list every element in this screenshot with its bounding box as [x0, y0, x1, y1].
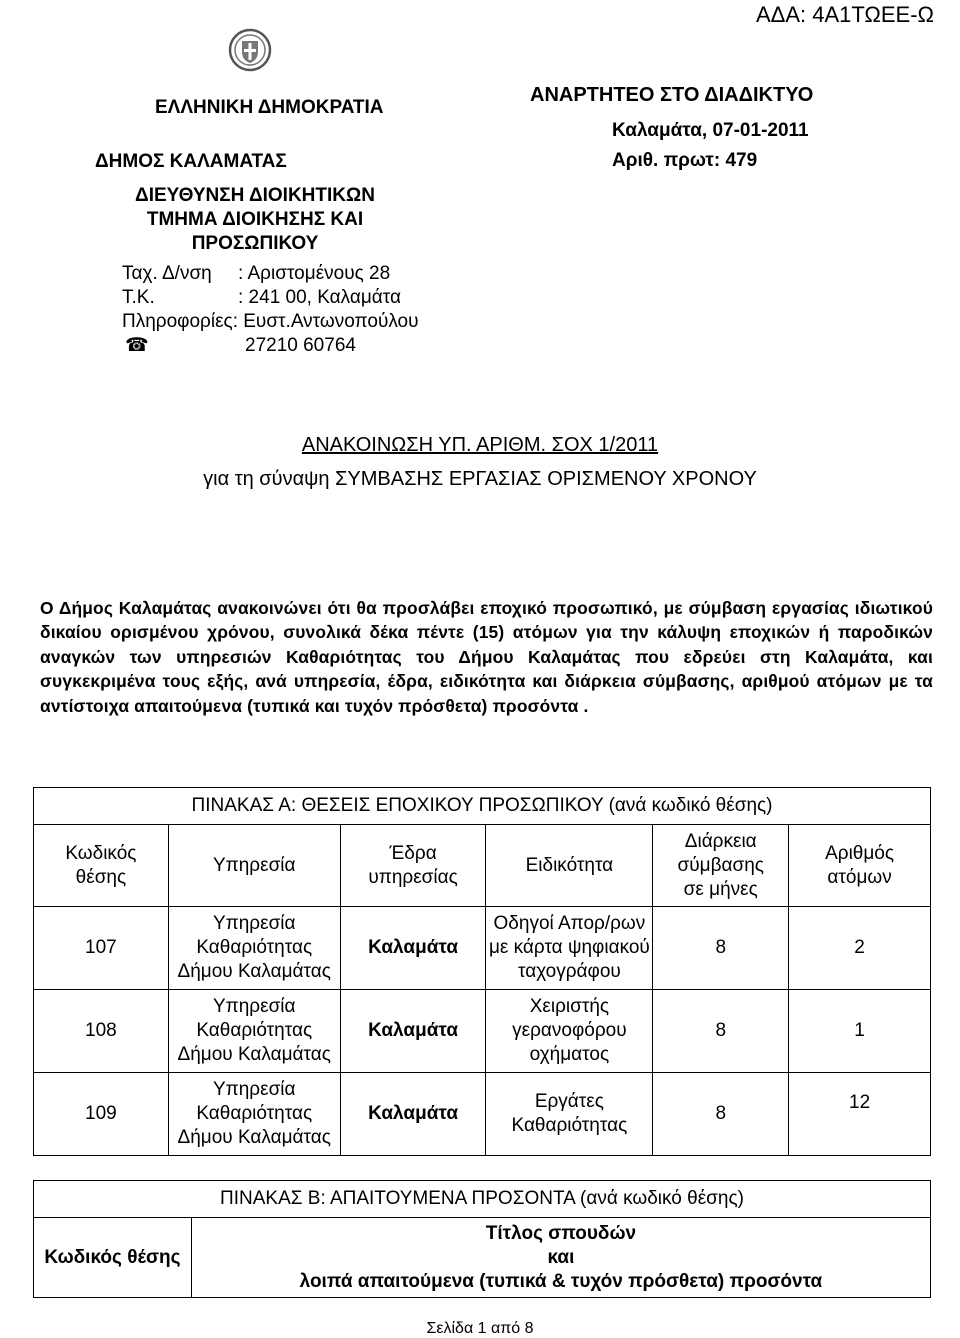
announcement-subtitle: για τη σύναψη ΣΥΜΒΑΣΗΣ ΕΡΓΑΣΙΑΣ ΟΡΙΣΜΕΝΟΥ ΧΡΟΝΟΥ — [203, 468, 757, 490]
protocol-number: Αριθ. πρωτ: 479 — [612, 150, 758, 171]
postal-value: : 241 00, Καλαμάτα — [238, 287, 402, 308]
cell-count: 2 — [789, 907, 931, 990]
table-row — [34, 990, 931, 1073]
table-a-caption: ΠΙΝΑΚΑΣ Α: ΘΕΣΕΙΣ ΕΠΟΧΙΚΟΥ ΠΡΟΣΩΠΙΚΟΥ (ανά κωδικό θέσης) — [34, 788, 931, 825]
table-b — [33, 1180, 931, 1298]
greek-emblem-icon — [228, 28, 272, 72]
col-header-specialty: Ειδικότητα — [486, 825, 653, 907]
col-header-code: Κωδικός θέσης — [34, 825, 169, 907]
phone-number: 27210 60764 — [245, 335, 356, 356]
cell-service: Υπηρεσία Καθαριότητας Δήμου Καλαμάτας — [168, 1073, 340, 1156]
announcement-title: ΑΝΑΚΟΙΝΩΣΗ ΥΠ. ΑΡΙΘΜ. ΣΟΧ 1/2011 — [301, 434, 659, 456]
department-name-line2: ΠΡΟΣΩΠΙΚΟΥ — [191, 233, 319, 254]
phone-icon: ☎ — [125, 335, 149, 356]
postal-label: Τ.Κ. — [122, 287, 155, 308]
address-value: : Αριστομένους 28 — [238, 263, 391, 284]
department-name-line1: ΤΜΗΜΑ ΔΙΟΙΚΗΣΗΣ ΚΑΙ — [146, 209, 364, 230]
col-header-service: Υπηρεσία — [168, 825, 340, 907]
cell-specialty: Χειριστής γερανοφόρου οχήματος — [486, 990, 653, 1073]
cell-specialty: Οδηγοί Απορ/ρων με κάρτα ψηφιακού ταχογράφου — [486, 907, 653, 990]
cell-service: Υπηρεσία Καθαριότητας Δήμου Καλαμάτας — [168, 990, 340, 1073]
cell-code: 108 — [34, 990, 169, 1073]
announcement-body: Ο Δήμος Καλαμάτας ανακοινώνει ότι θα προσλάβει εποχικό προσωπικό, με σύμβαση εργασίας ιδιωτικού δικαίου ορισμένου χρόνου, συνολικά δέκα πέντε (15) ατόμων για την κάλυψη εποχικών ή παροδικών αναγκών των υπηρεσιών Καθαριότητας του Δήμου Καλαμάτας που εδρεύει στη Καλαμάτα, και συγκεκριμένα τους εξής, ανά υπηρεσία, έδρα, ειδικότητα και διάρκεια σύμβασης, αριθμού ατόμων με τα αντίστοιχα απαιτούμενα (τυπικά και τυχόν πρόσθετα) προσόντα . — [40, 598, 933, 716]
col-header-duration: Διάρκεια σύμβασης σε μήνες — [653, 825, 789, 907]
info-contact: Πληροφορίες: Ευστ.Αντωνοπούλου — [122, 311, 419, 332]
cell-seat: Καλαμάτα — [340, 990, 486, 1073]
document-id: ΑΔΑ: 4Α1ΤΩΕΕ-Ω — [755, 2, 934, 27]
cell-count: 12 — [789, 1073, 931, 1156]
document-date: Καλαμάτα, 07-01-2011 — [612, 120, 809, 141]
cell-count: 1 — [789, 990, 931, 1073]
table-a — [33, 787, 931, 1156]
cell-duration: 8 — [653, 907, 789, 990]
cell-seat: Καλαμάτα — [340, 1073, 486, 1156]
municipality-name: ΔΗΜΟΣ ΚΑΛΑΜΑΤΑΣ — [95, 151, 287, 172]
directorate-name: ΔΙΕΥΘΥΝΣΗ ΔΙΟΙΚΗΤΙΚΩΝ — [135, 185, 375, 206]
cell-code: 107 — [34, 907, 169, 990]
republic-name: ΕΛΛΗΝΙΚΗ ΔΗΜΟΚΡΑΤΙΑ — [155, 97, 384, 118]
cell-duration: 8 — [653, 990, 789, 1073]
table-a-header-row — [34, 825, 931, 907]
table-row — [34, 1073, 931, 1156]
page-number: Σελίδα 1 από 8 — [426, 1320, 534, 1337]
cell-seat: Καλαμάτα — [340, 907, 486, 990]
address-label: Ταχ. Δ/νση — [122, 263, 212, 284]
col-header-count: Αριθμός ατόμων — [789, 825, 931, 907]
table-row — [34, 907, 931, 990]
posting-notice: ΑΝΑΡΤΗΤΕΟ ΣΤΟ ΔΙΑΔΙΚΤΥΟ — [530, 84, 814, 106]
cell-specialty: Εργάτες Καθαριότητας — [486, 1073, 653, 1156]
table-b-caption: ΠΙΝΑΚΑΣ Β: ΑΠΑΙΤΟΥΜΕΝΑ ΠΡΟΣΟΝΤΑ (ανά κωδικό θέσης) — [34, 1181, 931, 1218]
col-header-qualifications: Τίτλος σπουδών και λοιπά απαιτούμενα (τυπικά & τυχόν πρόσθετα) προσόντα — [191, 1218, 930, 1298]
table-b-header-row — [34, 1218, 931, 1298]
col-header-seat: Έδρα υπηρεσίας — [340, 825, 486, 907]
cell-duration: 8 — [653, 1073, 789, 1156]
cell-service: Υπηρεσία Καθαριότητας Δήμου Καλαμάτας — [168, 907, 340, 990]
cell-code: 109 — [34, 1073, 169, 1156]
col-header-code: Κωδικός θέσης — [34, 1218, 192, 1298]
